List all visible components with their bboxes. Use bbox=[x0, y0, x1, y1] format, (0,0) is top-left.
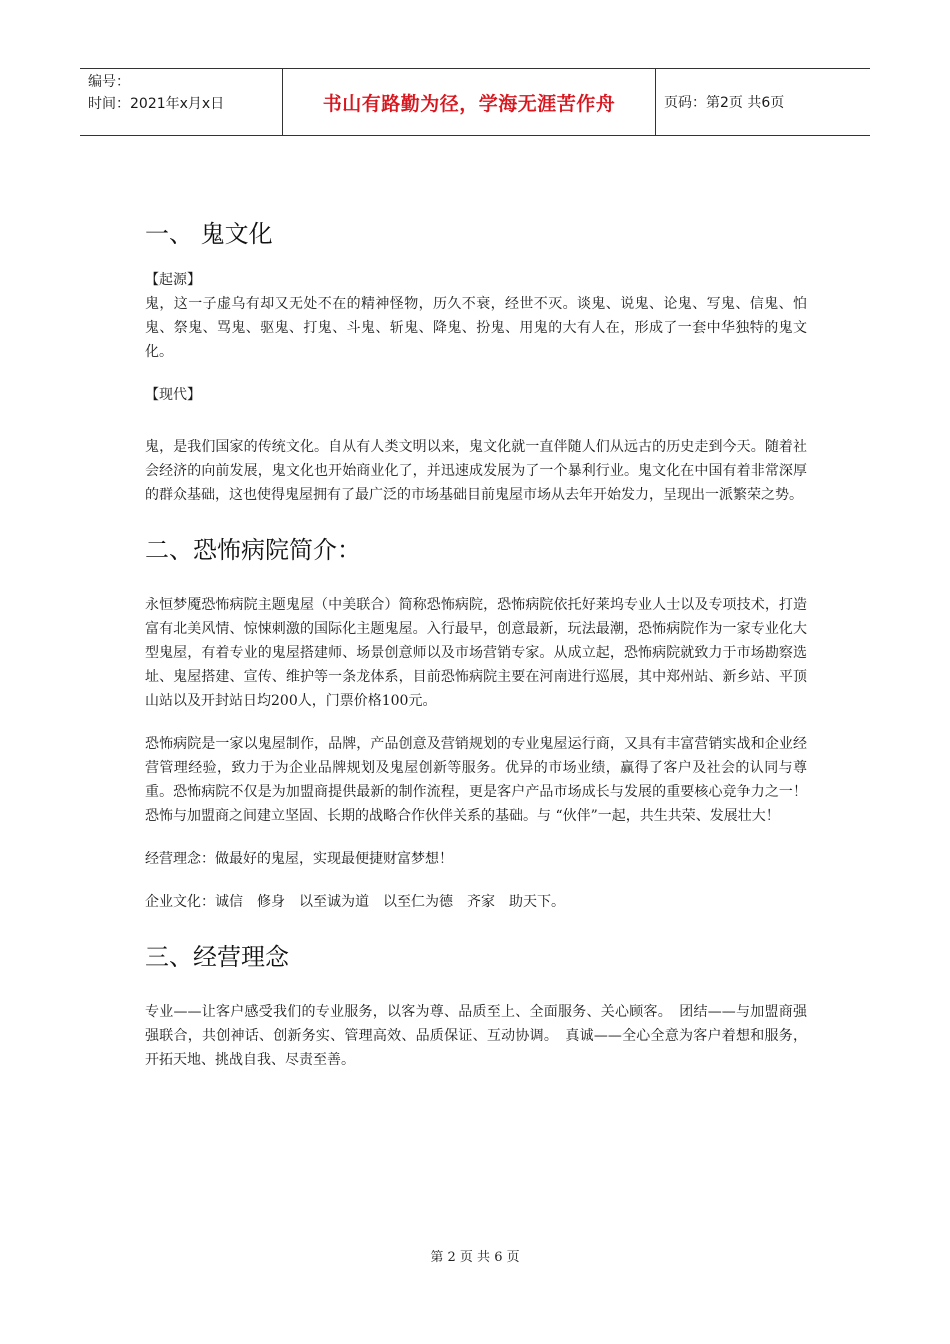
modern-paragraph: 鬼，是我们国家的传统文化。自从有人类文明以来，鬼文化就一直伴随人们从远古的历史走到今天。随着社会经济的向前发展，鬼文化也开始商业化了，并迅速成发展为了一个暴利行业。鬼文化在中国有着非常深厚的群众基础，这也使得鬼屋拥有了最广泛的市场基础目前鬼屋市场从去年开始发力，呈现出一派繁荣之势。 bbox=[145, 439, 807, 503]
corporate-culture: 企业文化：诚信 修身 以至诚为道 以至仁为德 齐家 助天下。 bbox=[145, 894, 565, 910]
header-page-info: 页码：第2页 共6页 bbox=[664, 95, 785, 111]
time-label: 时间：2021年x月x日 bbox=[88, 96, 225, 112]
business-concept-paragraph: 专业——让客户感受我们的专业服务，以客为尊、品质至上、全面服务、关心顾客。 团结——与加盟商强强联合，共创神话、创新务实、管理高效、品质保证、互动协调。 真诚——全心全意为客户着想和服务，开拓天地、挑战自我、尽责至善。 bbox=[145, 1004, 807, 1068]
origin-paragraph: 鬼，这一子虚乌有却又无处不在的精神怪物，历久不衰，经世不灭。谈鬼、说鬼、论鬼、写鬼、信鬼、怕鬼、祭鬼、骂鬼、驱鬼、打鬼、斗鬼、斩鬼、降鬼、扮鬼、用鬼的大有人在，形成了一套中华独特的鬼文化。 bbox=[145, 296, 807, 360]
section-heading-ghost-culture: 一、 鬼文化 bbox=[145, 220, 273, 248]
intro-paragraph-1: 永恒梦魇恐怖病院主题鬼屋（中美联合）简称恐怖病院，恐怖病院依托好莱坞专业人士以及专项技术，打造富有北美风情、惊悚刺激的国际化主题鬼屋。入行最早，创意最新，玩法最潮，恐怖病院作为一家专业化大型鬼屋，有着专业的鬼屋搭建师、场景创意师以及市场营销专家。从成立起，恐怖病院就致力于市场勘察选址、鬼屋搭建、宣传、维护等一条龙体系，目前恐怖病院主要在河南进行巡展，其中郑州站、新乡站、平顶山站以及开封站日均200人，门票价格100元。 bbox=[145, 597, 807, 709]
modern-label: 【现代】 bbox=[145, 387, 201, 403]
origin-label: 【起源】 bbox=[145, 272, 201, 288]
intro-paragraph-2: 恐怖病院是一家以鬼屋制作，品牌，产品创意及营销规划的专业鬼屋运行商，又具有丰富营销实战和企业经营管理经验，致力于为企业品牌规划及鬼屋创新等服务。优异的市场业绩，赢得了客户及社会的认同与尊重。恐怖病院不仅是为加盟商提供最新的制作流程，更是客户产品市场成长与发展的重要核心竞争力之一！恐怖与加盟商之间建立坚固、长期的战略合作伙伴关系的基础。与 “伙伴”一起，共生共荣、发展壮大！ bbox=[145, 736, 807, 824]
business-philosophy: 经营理念：做最好的鬼屋，实现最便捷财富梦想！ bbox=[145, 851, 453, 867]
header-motto: 书山有路勤为径，学海无涯苦作舟 bbox=[282, 69, 656, 135]
document-header bbox=[80, 68, 870, 136]
page-footer: 第 2 页 共 6 页 bbox=[430, 1250, 520, 1265]
document-body bbox=[145, 210, 807, 1072]
header-meta bbox=[80, 69, 282, 135]
code-label: 编号： bbox=[88, 74, 130, 90]
section-heading-hospital-intro: 二、恐怖病院简介： bbox=[145, 536, 361, 564]
section-heading-business-concept: 三、经营理念 bbox=[145, 943, 289, 971]
